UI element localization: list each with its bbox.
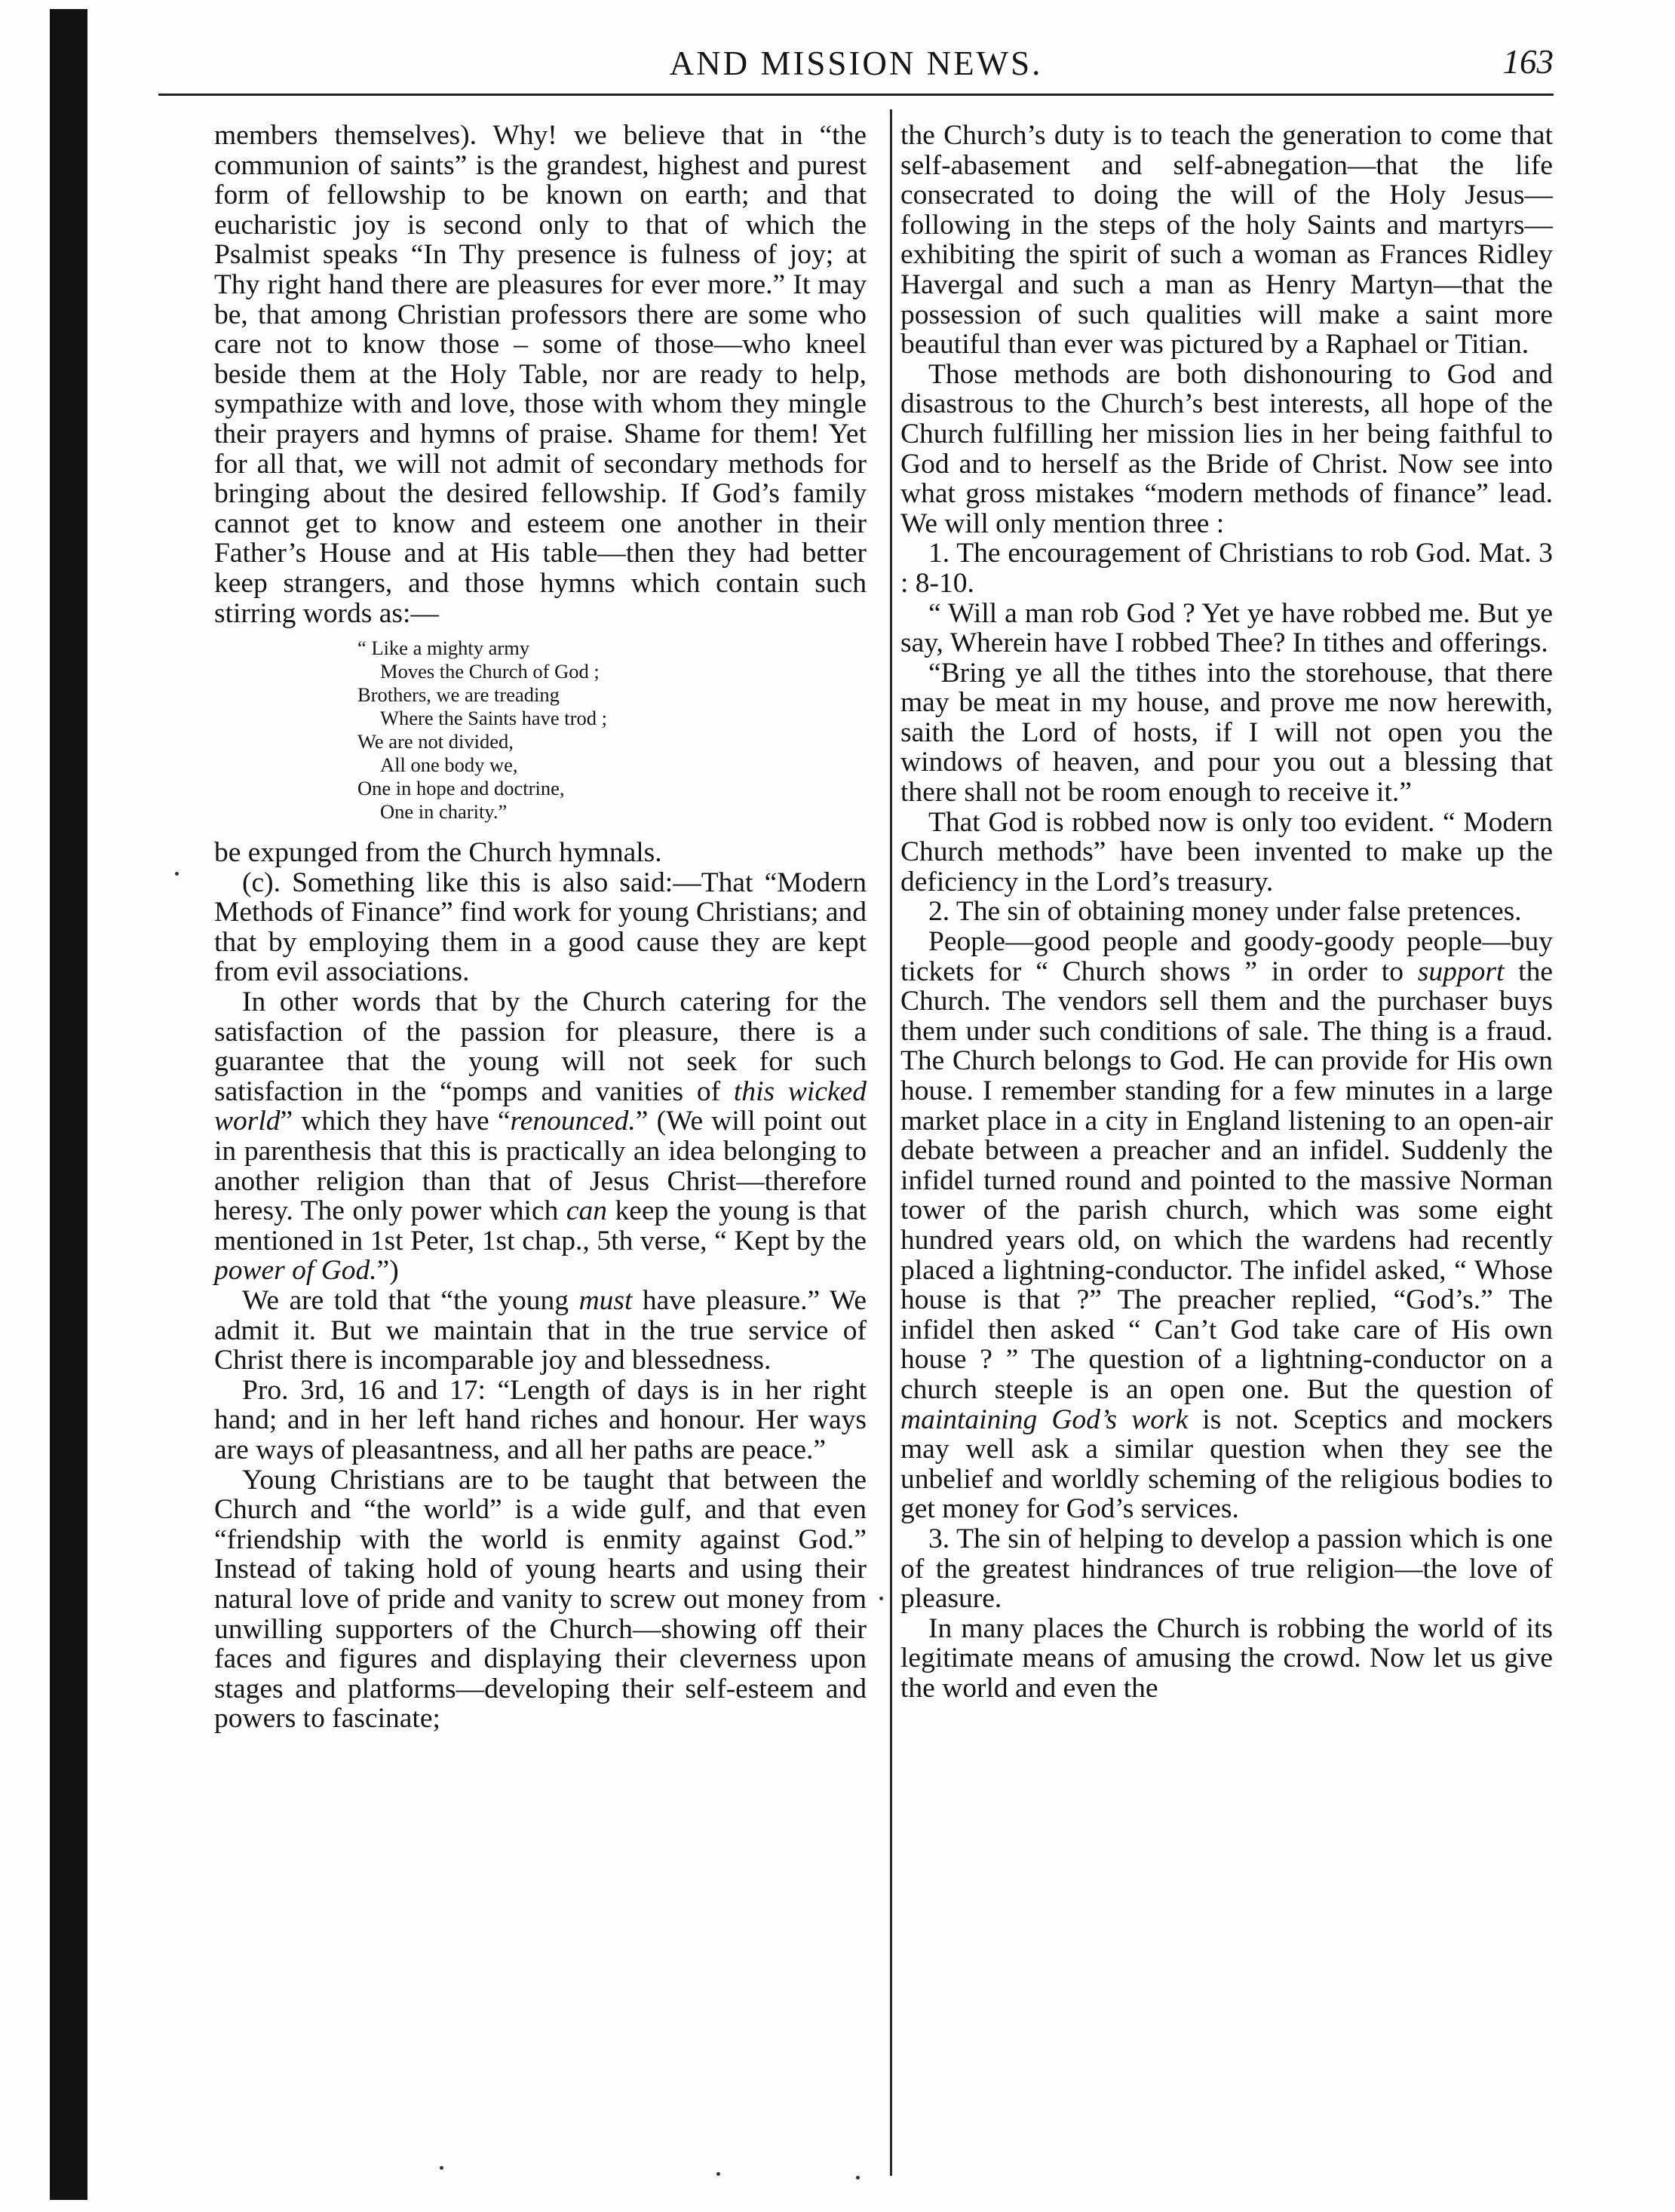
left-paragraph-6: Pro. 3rd, 16 and 17: “Length of days is in her right hand; and in her left hand riches and honour. Her ways are ways of pleasantness, and all her paths are peace.” bbox=[214, 1374, 867, 1465]
hymn-line: One in hope and doctrine, bbox=[357, 777, 565, 800]
hymn-line: Where the Saints have trod ; bbox=[380, 707, 607, 730]
print-speck bbox=[716, 2172, 720, 2176]
print-speck bbox=[440, 2166, 443, 2170]
hymn-line: Brothers, we are treading bbox=[357, 683, 560, 707]
left-column bbox=[214, 121, 867, 1734]
right-paragraph-7: 2. The sin of obtaining money under false pretences. bbox=[928, 896, 1522, 928]
hymn-line: All one body we, bbox=[380, 753, 518, 777]
print-speck bbox=[856, 2176, 860, 2180]
right-paragraph-10: In many places the Church is robbing the world of its legitimate means of amusing the crowd. Now let us give the world and even the bbox=[900, 1612, 1553, 1704]
right-paragraph-1: the Church’s duty is to teach the generation to come that self-abasement and self-abnegation—that the life consecrated to doing the will of the Holy Jesus—following in the steps of the holy Saints and martyrs—exhibiting the spirit of such a woman as Frances Ridley Havergal and such a man as Henry Martyn—that the possession of such qualities will make a saint more beautiful than ever was pictured by a Raphael or Titian. bbox=[900, 120, 1553, 360]
right-paragraph-4: “ Will a man rob God ? Yet ye have robbed me. But ye say, Wherein have I robbed Thee? In tithes and offerings. bbox=[900, 597, 1553, 659]
print-speck bbox=[879, 1597, 883, 1600]
running-head bbox=[158, 44, 1554, 92]
left-paragraph-1: members themselves). Why! we believe that in “the communion of saints” is the grandest, highest and purest form of fellowship to be known on earth; and that eucharistic joy is second only to that of which the Psalmist speaks “In Thy presence is fulness of joy; at Thy right hand there are pleasures for ever more.” It may be, that among Christian professors there are some who care not to know those – some of those—who kneel beside them at the Holy Table, nor are ready to help, sympathize with and love, those with whom they mingle their prayers and hymns of praise. Shame for them! Yet for all that, we will not admit of secondary methods for bringing about the desired fellowship. If God’s family cannot get to know and esteem one another in their Father’s House and at His table—then they had better keep strangers, and those hymns which contain such stirring words as:— bbox=[214, 120, 867, 629]
running-title: AND MISSION NEWS. bbox=[669, 44, 1043, 82]
right-paragraph-6: That God is robbed now is only too evident. “ Modern Church methods” have been invented to make up the deficiency in the Lord’s treasury. bbox=[900, 806, 1553, 897]
left-paragraph-4: In other words that by the Church catering for the satisfaction of the passion for pleasure, there is a guarantee that the young will not seek for such satisfaction in the “pomps and vanities of this wicked world” which they have “renounced.” (We will point out in parenthesis that this is practically an idea belonging to another religion than that of Jesus Christ—therefore heresy. The only power which can keep the young is that mentioned in 1st Peter, 1st chap., 5th verse, “ Kept by the power of God.”) bbox=[214, 986, 867, 1287]
hymn-line: Moves the Church of God ; bbox=[380, 660, 600, 683]
header-rule bbox=[158, 94, 1554, 96]
right-paragraph-3: 1. The encouragement of Christians to rob God. Mat. 3 : 8-10. bbox=[900, 538, 1553, 599]
left-paragraph-5: We are told that “the young must have pleasure.” We admit it. But we maintain that in the true service of Christ there is incomparable joy and blessedness. bbox=[214, 1285, 867, 1376]
right-paragraph-5: “Bring ye all the tithes into the storehouse, that there may be meat in my house, and prove me now herewith, saith the Lord of hosts, if I will not open you the windows of heaven, and pour you out a blessing that there shall not be room enough to receive it.” bbox=[900, 657, 1553, 808]
right-paragraph-8: People—good people and goody-goody people—buy tickets for “ Church shows ” in order to support the Church. The vendors sell them and the purchaser buys them under such conditions of sale. The thing is a fraud. The Church belongs to God. He can provide for His own house. I remember standing for a few minutes in a large market place in a city in England listening to an open-air debate between a preacher and an infidel. Suddenly the infidel turned round and pointed to the massive Norman tower of the parish church, which was some eight hundred years old, on which the wardens had recently placed a lightning-conductor. The infidel asked, “ Whose house is that ?” The preacher replied, “God’s.” The infidel then asked “ Can’t God take care of His own house ? ” The question of a lightning-conductor on a church steeple is an open one. But the question of maintaining God’s work is not. Sceptics and mockers may well ask a similar question when they see the unbelief and worldly scheming of the religious bodies to get money for God’s services. bbox=[900, 926, 1553, 1525]
hymn-quotation bbox=[357, 637, 867, 824]
right-paragraph-9: 3. The sin of helping to develop a passion which is one of the greatest hindrances of true religion—the love of pleasure. bbox=[900, 1523, 1553, 1615]
hymn-line: We are not divided, bbox=[357, 730, 514, 753]
page-number: 163 bbox=[1502, 43, 1554, 81]
right-column bbox=[900, 121, 1553, 1703]
right-paragraph-2: Those methods are both dishonouring to God and disastrous to the Church’s best interests, all hope of the Church fulfilling her mission lies in her being faithful to God and to herself as the Bride of Christ. Now see into what gross mistakes “modern methods of finance” lead. We will only mention three : bbox=[900, 358, 1553, 539]
left-paragraph-3: (c). Something like this is also said:—That “Modern Methods of Finance” find work for young Christians; and that by employing them in a good cause they are kept from evil associations. bbox=[214, 867, 867, 988]
column-divider bbox=[890, 109, 892, 2176]
hymn-line: One in charity.” bbox=[380, 800, 508, 824]
hymn-line: “ Like a mighty army bbox=[357, 637, 530, 660]
left-paragraph-2: be expunged from the Church hymnals. bbox=[214, 837, 662, 869]
left-paragraph-7: Young Christians are to be taught that between the Church and “the world” is a wide gulf, and that even “friendship with the world is enmity against God.” Instead of taking hold of young hearts and using their natural love of pride and vanity to screw out money from unwilling supporters of the Church—showing off their faces and figures and displaying their cleverness upon stages and platforms—developing their self-esteem and powers to fascinate; bbox=[214, 1464, 867, 1735]
print-speck bbox=[175, 872, 179, 876]
binding-edge bbox=[50, 9, 87, 2200]
